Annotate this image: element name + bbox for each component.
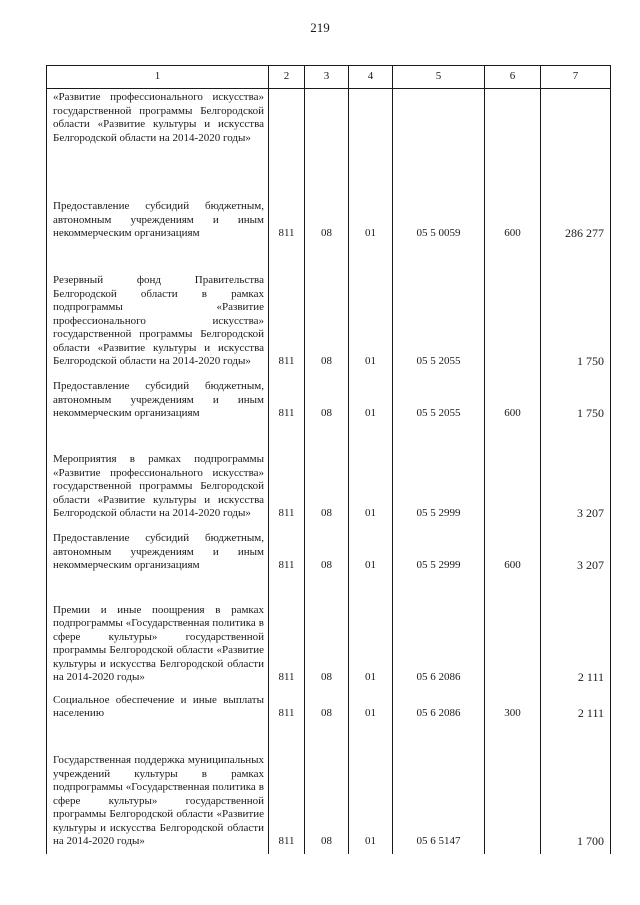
row-expense-type <box>485 426 541 526</box>
header-col-7: 7 <box>541 66 611 89</box>
row-name: Социальное обеспечение и иные выплаты населению <box>47 690 269 726</box>
row-subsection: 01 <box>349 246 393 374</box>
row-ministry-code: 811 <box>269 194 305 246</box>
header-col-6: 6 <box>485 66 541 89</box>
row-section: 08 <box>305 426 349 526</box>
row-target-article: 05 6 2086 <box>393 578 485 690</box>
table-row <box>47 726 611 854</box>
row-name: Премии и иные поощрения в рамках подпрограммы «Государственная политика в сфере культуры» государственной программы Белгородской области «Развитие культуры и искусства Белгородской области на 2014-2020 годы» <box>47 578 269 690</box>
row-subsection: 01 <box>349 194 393 246</box>
table-header-row <box>47 66 611 89</box>
row-amount <box>541 89 611 194</box>
row-target-article: 05 5 2999 <box>393 426 485 526</box>
row-section <box>305 89 349 194</box>
row-ministry-code: 811 <box>269 246 305 374</box>
row-subsection: 01 <box>349 726 393 854</box>
row-name: Предоставление субсидий бюджетным, автономным учреждениям и иным некоммерческим организациям <box>47 374 269 426</box>
table-row <box>47 690 611 726</box>
row-ministry-code: 811 <box>269 690 305 726</box>
row-expense-type <box>485 246 541 374</box>
row-target-article: 05 6 2086 <box>393 690 485 726</box>
row-expense-type <box>485 726 541 854</box>
row-name: Предоставление субсидий бюджетным, автономным учреждениям и иным некоммерческим организациям <box>47 526 269 578</box>
row-section: 08 <box>305 194 349 246</box>
row-target-article: 05 5 2055 <box>393 374 485 426</box>
header-col-4: 4 <box>349 66 393 89</box>
row-subsection <box>349 89 393 194</box>
row-section: 08 <box>305 690 349 726</box>
header-col-2: 2 <box>269 66 305 89</box>
row-amount: 3 207 <box>541 526 611 578</box>
row-subsection: 01 <box>349 578 393 690</box>
budget-table <box>46 65 611 854</box>
row-ministry-code: 811 <box>269 578 305 690</box>
row-name: Предоставление субсидий бюджетным, автономным учреждениям и иным некоммерческим организациям <box>47 194 269 246</box>
row-expense-type: 600 <box>485 526 541 578</box>
row-target-article: 05 5 2055 <box>393 246 485 374</box>
row-expense-type: 300 <box>485 690 541 726</box>
header-col-3: 3 <box>305 66 349 89</box>
header-col-1: 1 <box>47 66 269 89</box>
row-expense-type <box>485 89 541 194</box>
row-expense-type <box>485 578 541 690</box>
table-row <box>47 246 611 374</box>
row-ministry-code <box>269 89 305 194</box>
row-amount: 1 750 <box>541 246 611 374</box>
row-name: Государственная поддержка муниципальных учреждений культуры в рамках подпрограммы «Государственная политика в сфере культуры» государственной программы Белгородской области «Развитие культуры и искусства Белгородской области на 2014-2020 годы» <box>47 726 269 854</box>
header-col-5: 5 <box>393 66 485 89</box>
row-ministry-code: 811 <box>269 726 305 854</box>
row-section: 08 <box>305 246 349 374</box>
row-amount: 2 111 <box>541 578 611 690</box>
row-subsection: 01 <box>349 374 393 426</box>
row-subsection: 01 <box>349 690 393 726</box>
row-section: 08 <box>305 726 349 854</box>
row-name: «Развитие профессионального искусства» государственной программы Белгородской области «Развитие культуры и искусства Белгородской области на 2014-2020 годы» <box>47 89 269 194</box>
row-ministry-code: 811 <box>269 526 305 578</box>
row-target-article: 05 6 5147 <box>393 726 485 854</box>
row-amount: 3 207 <box>541 426 611 526</box>
row-name: Мероприятия в рамках подпрограммы «Развитие профессионального искусства» государственной программы Белгородской области «Развитие культуры и искусства Белгородской области на 2014-2020 годы» <box>47 426 269 526</box>
row-subsection: 01 <box>349 526 393 578</box>
row-ministry-code: 811 <box>269 426 305 526</box>
table-row <box>47 89 611 194</box>
row-section: 08 <box>305 374 349 426</box>
row-name: Резервный фонд Правительства Белгородской области в рамках подпрограммы «Развитие профессионального искусства» государственной программы Белгородской области «Развитие культуры и искусства Белгородской области на 2014-2020 годы» <box>47 246 269 374</box>
row-ministry-code: 811 <box>269 374 305 426</box>
table-row <box>47 578 611 690</box>
row-target-article: 05 5 0059 <box>393 194 485 246</box>
table-row <box>47 526 611 578</box>
row-section: 08 <box>305 526 349 578</box>
row-amount: 2 111 <box>541 690 611 726</box>
row-amount: 1 700 <box>541 726 611 854</box>
row-target-article <box>393 89 485 194</box>
row-amount: 286 277 <box>541 194 611 246</box>
page-number: 219 <box>310 20 330 35</box>
row-target-article: 05 5 2999 <box>393 526 485 578</box>
table-row <box>47 194 611 246</box>
row-section: 08 <box>305 578 349 690</box>
table-row <box>47 374 611 426</box>
row-expense-type: 600 <box>485 374 541 426</box>
row-subsection: 01 <box>349 426 393 526</box>
row-expense-type: 600 <box>485 194 541 246</box>
table-row <box>47 426 611 526</box>
row-amount: 1 750 <box>541 374 611 426</box>
